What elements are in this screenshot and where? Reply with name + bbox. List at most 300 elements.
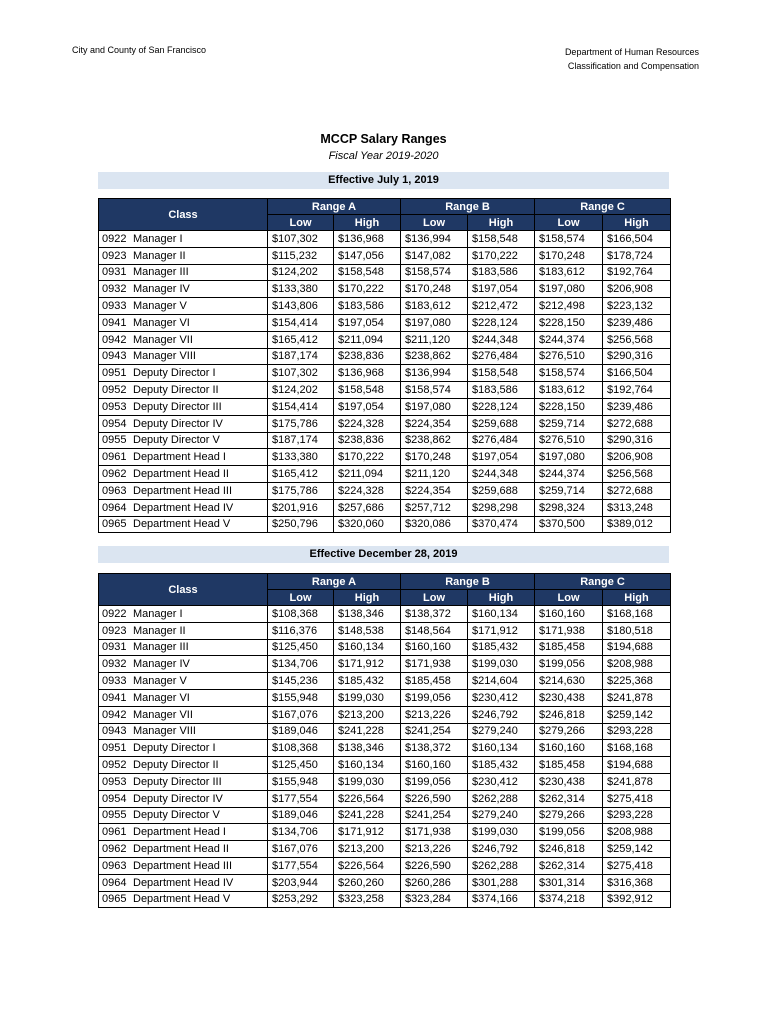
class-cell [99, 516, 268, 533]
salary-cell-c-low: $199,056 [535, 824, 603, 841]
salary-cell-b-high: $262,288 [468, 790, 535, 807]
salary-cell-a-low: $154,414 [268, 314, 334, 331]
salary-cell-b-low: $226,590 [401, 790, 468, 807]
salary-cell-b-low: $199,056 [401, 773, 468, 790]
class-title: Deputy Director V [133, 434, 220, 447]
salary-cell-a-low: $143,806 [268, 298, 334, 315]
class-code: 0933 [102, 675, 127, 688]
salary-cell-a-low: $167,076 [268, 841, 334, 858]
header-low: Low [268, 590, 334, 606]
class-code: 0964 [102, 876, 127, 889]
salary-cell-b-low: $224,354 [401, 415, 468, 432]
salary-cell-c-low: $246,818 [535, 841, 603, 858]
class-code: 0954 [102, 417, 127, 430]
salary-cell-c-high: $241,878 [603, 773, 671, 790]
salary-cell-b-low: $213,226 [401, 706, 468, 723]
salary-cell-c-low: $279,266 [535, 807, 603, 824]
salary-cell-b-low: $323,284 [401, 891, 468, 908]
salary-cell-a-high: $241,228 [334, 807, 401, 824]
table-row [99, 673, 671, 690]
salary-cell-a-high: $323,258 [334, 891, 401, 908]
class-title: Manager VII [133, 333, 193, 346]
salary-cell-a-low: $253,292 [268, 891, 334, 908]
table-row [99, 891, 671, 908]
salary-cell-c-low: $301,314 [535, 874, 603, 891]
salary-cell-a-low: $175,786 [268, 482, 334, 499]
salary-cell-b-high: $199,030 [468, 824, 535, 841]
salary-cell-c-low: $230,438 [535, 689, 603, 706]
class-code: 0941 [102, 316, 127, 329]
salary-cell-b-high: $199,030 [468, 656, 535, 673]
salary-cell-c-high: $239,486 [603, 314, 671, 331]
class-title: Deputy Director IV [133, 792, 223, 805]
table-row [99, 398, 671, 415]
class-code: 0961 [102, 451, 127, 464]
salary-cell-a-high: $213,200 [334, 841, 401, 858]
table-row [99, 824, 671, 841]
class-cell [99, 639, 268, 656]
class-code: 0954 [102, 792, 127, 805]
salary-cell-c-high: $194,688 [603, 757, 671, 774]
table-row [99, 622, 671, 639]
class-title: Department Head V [133, 518, 231, 531]
salary-cell-a-low: $155,948 [268, 773, 334, 790]
salary-cell-a-high: $226,564 [334, 790, 401, 807]
salary-cell-b-high: $228,124 [468, 314, 535, 331]
salary-cell-a-low: $115,232 [268, 247, 334, 264]
salary-cell-a-high: $320,060 [334, 516, 401, 533]
salary-cell-a-low: $154,414 [268, 398, 334, 415]
salary-cell-b-high: $370,474 [468, 516, 535, 533]
salary-cell-a-high: $147,056 [334, 247, 401, 264]
class-title: Deputy Director II [133, 759, 219, 772]
table-row [99, 365, 671, 382]
class-code: 0952 [102, 384, 127, 397]
class-title: Manager VI [133, 691, 190, 704]
salary-cell-a-low: $124,202 [268, 264, 334, 281]
salary-cell-a-high: $171,912 [334, 656, 401, 673]
class-code: 0961 [102, 826, 127, 839]
salary-cell-b-high: $279,240 [468, 723, 535, 740]
salary-cell-c-high: $223,132 [603, 298, 671, 315]
table-row [99, 281, 671, 298]
class-title: Manager IV [133, 283, 190, 296]
salary-cell-b-low: $238,862 [401, 432, 468, 449]
salary-cell-a-low: $125,450 [268, 639, 334, 656]
class-cell [99, 874, 268, 891]
salary-cell-c-low: $212,498 [535, 298, 603, 315]
class-cell [99, 331, 268, 348]
class-cell [99, 740, 268, 757]
salary-cell-a-high: $138,346 [334, 606, 401, 623]
class-code: 0931 [102, 641, 127, 654]
class-cell [99, 723, 268, 740]
header-class: Class [99, 574, 268, 606]
salary-cell-a-low: $177,554 [268, 790, 334, 807]
class-cell [99, 449, 268, 466]
class-cell [99, 706, 268, 723]
class-title: Deputy Director V [133, 809, 220, 822]
salary-cell-b-low: $199,056 [401, 689, 468, 706]
salary-cell-c-high: $206,908 [603, 449, 671, 466]
salary-cell-b-low: $238,862 [401, 348, 468, 365]
salary-table [98, 573, 671, 908]
salary-cell-b-high: $298,298 [468, 499, 535, 516]
class-code: 0965 [102, 893, 127, 906]
class-cell [99, 656, 268, 673]
salary-cell-a-low: $175,786 [268, 415, 334, 432]
class-cell [99, 365, 268, 382]
salary-cell-c-low: $228,150 [535, 398, 603, 415]
class-title: Manager VIII [133, 725, 196, 738]
salary-cell-c-low: $370,500 [535, 516, 603, 533]
table-row [99, 773, 671, 790]
header-range-a: Range A [268, 199, 401, 215]
salary-cell-a-low: $134,706 [268, 824, 334, 841]
salary-cell-b-low: $147,082 [401, 247, 468, 264]
salary-cell-b-low: $171,938 [401, 656, 468, 673]
salary-cell-c-high: $239,486 [603, 398, 671, 415]
salary-cell-b-high: $244,348 [468, 331, 535, 348]
class-title: Manager III [133, 641, 189, 654]
salary-cell-a-high: $170,222 [334, 281, 401, 298]
class-title: Deputy Director I [133, 367, 216, 380]
class-title: Department Head IV [133, 876, 234, 889]
effective-date-band: Effective December 28, 2019 [98, 546, 669, 563]
salary-cell-b-high: $158,548 [468, 365, 535, 382]
salary-cell-a-low: $187,174 [268, 348, 334, 365]
salary-cell-c-high: $166,504 [603, 365, 671, 382]
class-title: Deputy Director III [133, 400, 222, 413]
class-cell [99, 673, 268, 690]
class-title: Manager V [133, 675, 187, 688]
salary-cell-a-low: $134,706 [268, 656, 334, 673]
salary-cell-c-low: $158,574 [535, 365, 603, 382]
salary-cell-a-high: $183,586 [334, 298, 401, 315]
class-code: 0932 [102, 283, 127, 296]
header-low: Low [535, 215, 603, 231]
class-code: 0951 [102, 367, 127, 380]
salary-cell-c-low: $199,056 [535, 656, 603, 673]
salary-cell-a-low: $201,916 [268, 499, 334, 516]
table-row [99, 231, 671, 248]
table-row [99, 807, 671, 824]
salary-cell-c-low: $244,374 [535, 466, 603, 483]
salary-cell-c-low: $183,612 [535, 382, 603, 399]
salary-cell-b-high: $259,688 [468, 482, 535, 499]
salary-cell-c-high: $194,688 [603, 639, 671, 656]
table-row [99, 841, 671, 858]
class-code: 0964 [102, 501, 127, 514]
class-code: 0963 [102, 859, 127, 872]
class-code: 0965 [102, 518, 127, 531]
salary-cell-b-low: $257,712 [401, 499, 468, 516]
class-cell [99, 857, 268, 874]
class-cell [99, 415, 268, 432]
salary-cell-c-low: $197,080 [535, 281, 603, 298]
class-title: Department Head IV [133, 501, 234, 514]
salary-cell-c-low: $183,612 [535, 264, 603, 281]
salary-cell-b-high: $374,166 [468, 891, 535, 908]
salary-cell-a-high: $136,968 [334, 365, 401, 382]
salary-cell-b-low: $211,120 [401, 331, 468, 348]
salary-cell-c-high: $290,316 [603, 432, 671, 449]
table-row [99, 314, 671, 331]
class-title: Manager II [133, 624, 186, 637]
salary-cell-a-low: $125,450 [268, 757, 334, 774]
class-cell [99, 264, 268, 281]
salary-cell-b-low: $136,994 [401, 231, 468, 248]
class-cell [99, 824, 268, 841]
table-row [99, 874, 671, 891]
table-row [99, 482, 671, 499]
salary-cell-b-high: $230,412 [468, 689, 535, 706]
class-cell [99, 773, 268, 790]
table-body [99, 606, 671, 908]
salary-cell-b-high: $230,412 [468, 773, 535, 790]
salary-cell-b-high: $197,054 [468, 281, 535, 298]
class-code: 0952 [102, 759, 127, 772]
salary-cell-b-high: $183,586 [468, 264, 535, 281]
salary-cell-a-high: $199,030 [334, 689, 401, 706]
class-title: Manager VIII [133, 350, 196, 363]
salary-cell-a-high: $136,968 [334, 231, 401, 248]
salary-cell-b-low: $160,160 [401, 757, 468, 774]
salary-cell-c-high: $256,568 [603, 331, 671, 348]
class-cell [99, 432, 268, 449]
salary-cell-b-low: $260,286 [401, 874, 468, 891]
salary-cell-c-high: $392,912 [603, 891, 671, 908]
salary-cell-b-low: $138,372 [401, 740, 468, 757]
salary-cell-b-high: $246,792 [468, 706, 535, 723]
salary-cell-c-high: $316,368 [603, 874, 671, 891]
class-code: 0933 [102, 300, 127, 313]
effective-date-band: Effective July 1, 2019 [98, 172, 669, 189]
class-code: 0942 [102, 708, 127, 721]
table-row [99, 298, 671, 315]
salary-cell-c-low: $262,314 [535, 790, 603, 807]
table-row [99, 247, 671, 264]
salary-cell-c-low: $160,160 [535, 740, 603, 757]
salary-cell-c-high: $272,688 [603, 482, 671, 499]
salary-cell-c-low: $160,160 [535, 606, 603, 623]
salary-cell-b-low: $170,248 [401, 281, 468, 298]
class-title: Manager I [133, 607, 183, 620]
class-code: 0923 [102, 624, 127, 637]
class-cell [99, 314, 268, 331]
class-cell [99, 382, 268, 399]
class-cell [99, 790, 268, 807]
class-title: Manager I [133, 232, 183, 245]
salary-cell-c-high: $168,168 [603, 606, 671, 623]
salary-cell-c-low: $230,438 [535, 773, 603, 790]
class-title: Department Head II [133, 843, 229, 856]
class-code: 0963 [102, 484, 127, 497]
salary-cell-b-high: $279,240 [468, 807, 535, 824]
class-cell [99, 622, 268, 639]
class-cell [99, 247, 268, 264]
table-row [99, 723, 671, 740]
salary-cell-b-low: $158,574 [401, 264, 468, 281]
class-code: 0922 [102, 607, 127, 620]
class-title: Deputy Director I [133, 742, 216, 755]
salary-cell-a-high: $171,912 [334, 824, 401, 841]
class-title: Manager II [133, 249, 186, 262]
class-title: Manager VI [133, 316, 190, 329]
salary-cell-a-high: $213,200 [334, 706, 401, 723]
salary-cell-b-low: $160,160 [401, 639, 468, 656]
salary-cell-b-high: $170,222 [468, 247, 535, 264]
class-code: 0962 [102, 468, 127, 481]
salary-cell-c-high: $313,248 [603, 499, 671, 516]
class-cell [99, 807, 268, 824]
salary-cell-a-high: $199,030 [334, 773, 401, 790]
salary-cell-b-low: $226,590 [401, 857, 468, 874]
salary-cell-b-high: $228,124 [468, 398, 535, 415]
salary-cell-b-high: $259,688 [468, 415, 535, 432]
table-row [99, 331, 671, 348]
class-cell [99, 606, 268, 623]
salary-cell-a-high: $185,432 [334, 673, 401, 690]
salary-cell-a-high: $197,054 [334, 314, 401, 331]
salary-cell-b-high: $171,912 [468, 622, 535, 639]
salary-cell-b-low: $197,080 [401, 314, 468, 331]
salary-cell-a-low: $124,202 [268, 382, 334, 399]
salary-cell-c-high: $178,724 [603, 247, 671, 264]
table-row [99, 449, 671, 466]
table-row [99, 348, 671, 365]
salary-cell-c-high: $259,142 [603, 841, 671, 858]
salary-cell-c-low: $246,818 [535, 706, 603, 723]
class-title: Deputy Director III [133, 775, 222, 788]
salary-cell-b-low: $241,254 [401, 723, 468, 740]
salary-cell-a-low: $250,796 [268, 516, 334, 533]
salary-cell-b-high: $158,548 [468, 231, 535, 248]
salary-cell-b-high: $244,348 [468, 466, 535, 483]
class-cell [99, 298, 268, 315]
class-title: Department Head V [133, 893, 231, 906]
class-code: 0955 [102, 809, 127, 822]
class-title: Department Head I [133, 826, 226, 839]
salary-cell-a-low: $203,944 [268, 874, 334, 891]
class-title: Manager IV [133, 658, 190, 671]
header-low: Low [401, 215, 468, 231]
salary-cell-a-low: $177,554 [268, 857, 334, 874]
salary-cell-a-high: $138,346 [334, 740, 401, 757]
salary-cell-c-high: $275,418 [603, 857, 671, 874]
salary-cell-a-low: $116,376 [268, 622, 334, 639]
table-row [99, 639, 671, 656]
salary-cell-c-low: $374,218 [535, 891, 603, 908]
salary-cell-b-low: $241,254 [401, 807, 468, 824]
header-high: High [468, 590, 535, 606]
class-title: Department Head III [133, 859, 233, 872]
salary-cell-c-high: $241,878 [603, 689, 671, 706]
salary-cell-c-low: $158,574 [535, 231, 603, 248]
class-code: 0931 [102, 266, 127, 279]
class-cell [99, 841, 268, 858]
department-name: Department of Human Resources [564, 47, 699, 57]
salary-cell-b-low: $320,086 [401, 516, 468, 533]
class-title: Deputy Director II [133, 384, 219, 397]
salary-cell-b-low: $171,938 [401, 824, 468, 841]
class-code: 0953 [102, 775, 127, 788]
class-code: 0955 [102, 434, 127, 447]
salary-cell-b-low: $197,080 [401, 398, 468, 415]
class-title: Department Head II [133, 468, 229, 481]
salary-cell-b-low: $138,372 [401, 606, 468, 623]
class-cell [99, 757, 268, 774]
table-row [99, 656, 671, 673]
class-code: 0942 [102, 333, 127, 346]
salary-cell-a-high: $148,538 [334, 622, 401, 639]
salary-cell-a-low: $133,380 [268, 449, 334, 466]
salary-cell-a-low: $189,046 [268, 807, 334, 824]
salary-cell-c-low: $185,458 [535, 757, 603, 774]
salary-cell-a-high: $158,548 [334, 264, 401, 281]
class-code: 0922 [102, 232, 127, 245]
header-range-c: Range C [535, 199, 671, 215]
salary-cell-b-low: $183,612 [401, 298, 468, 315]
salary-cell-b-low: $158,574 [401, 382, 468, 399]
header-high: High [603, 215, 671, 231]
salary-cell-b-high: $276,484 [468, 432, 535, 449]
salary-cell-b-high: $301,288 [468, 874, 535, 891]
class-cell [99, 398, 268, 415]
salary-cell-a-low: $108,368 [268, 606, 334, 623]
class-title: Department Head III [133, 484, 233, 497]
table-row [99, 516, 671, 533]
table-row [99, 606, 671, 623]
salary-cell-c-high: $256,568 [603, 466, 671, 483]
class-code: 0943 [102, 350, 127, 363]
salary-cell-c-high: $180,518 [603, 622, 671, 639]
salary-cell-a-high: $158,548 [334, 382, 401, 399]
table-row [99, 415, 671, 432]
salary-cell-b-high: $246,792 [468, 841, 535, 858]
class-title: Manager V [133, 300, 187, 313]
salary-cell-b-high: $197,054 [468, 449, 535, 466]
salary-cell-a-high: $160,134 [334, 639, 401, 656]
header-class: Class [99, 199, 268, 231]
salary-cell-c-high: $168,168 [603, 740, 671, 757]
department-block [565, 45, 699, 73]
salary-cell-b-low: $148,564 [401, 622, 468, 639]
salary-cell-b-low: $136,994 [401, 365, 468, 382]
class-code: 0962 [102, 843, 127, 856]
salary-cell-b-high: $160,134 [468, 740, 535, 757]
salary-cell-a-low: $133,380 [268, 281, 334, 298]
table-row [99, 466, 671, 483]
salary-cell-c-high: $208,988 [603, 656, 671, 673]
salary-cell-a-high: $238,836 [334, 348, 401, 365]
table-row [99, 382, 671, 399]
salary-cell-a-low: $145,236 [268, 673, 334, 690]
header-high: High [334, 215, 401, 231]
table-row [99, 689, 671, 706]
salary-cell-c-high: $259,142 [603, 706, 671, 723]
header-range-a: Range A [268, 574, 401, 590]
salary-cell-a-high: $226,564 [334, 857, 401, 874]
table-row [99, 706, 671, 723]
salary-cell-c-high: $275,418 [603, 790, 671, 807]
class-code: 0941 [102, 691, 127, 704]
salary-cell-b-high: $276,484 [468, 348, 535, 365]
salary-cell-c-high: $293,228 [603, 807, 671, 824]
header-range-b: Range B [401, 199, 535, 215]
division-name: Classification and Compensation [567, 61, 699, 71]
org-name: City and County of San Francisco [72, 45, 207, 55]
